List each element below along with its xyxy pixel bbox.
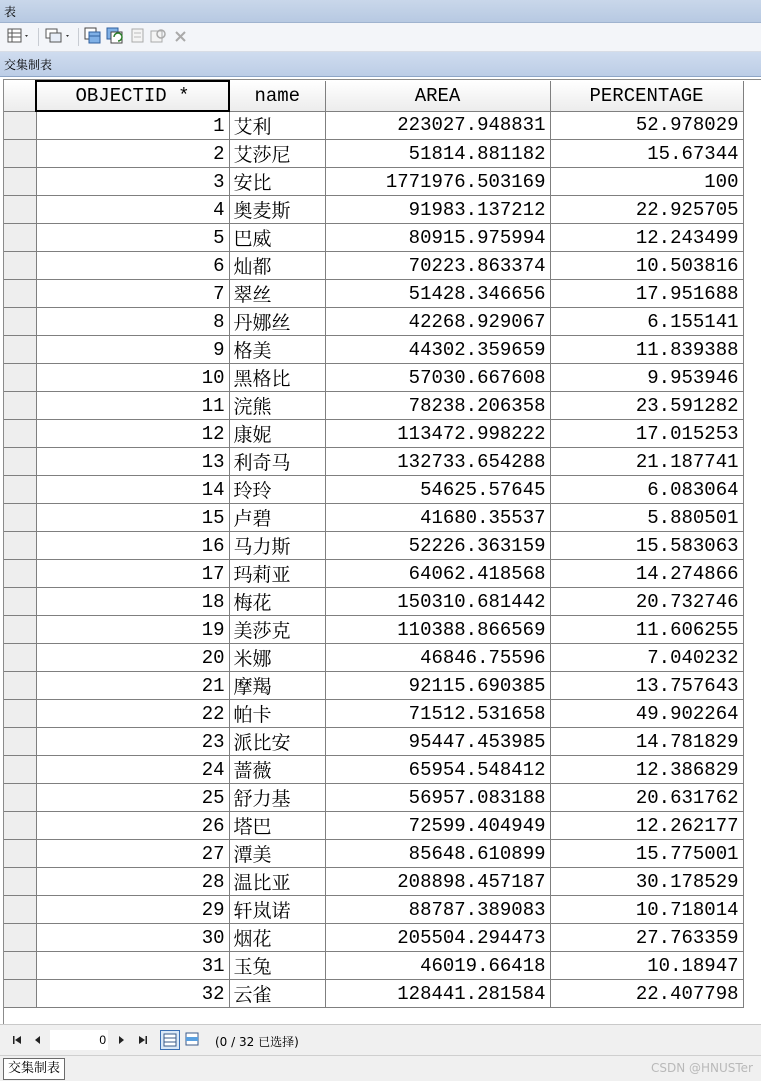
row-selector[interactable] [4,140,36,168]
cell-objectid[interactable]: 22 [36,700,229,728]
cell-area[interactable]: 56957.083188 [325,784,550,812]
row-selector[interactable] [4,420,36,448]
select-by-attributes-icon [84,27,102,45]
cell-objectid[interactable]: 13 [36,448,229,476]
cell-area[interactable]: 208898.457187 [325,868,550,896]
cell-name[interactable]: 艾莎尼 [229,140,325,168]
cell-name[interactable]: 利奇马 [229,448,325,476]
row-selector[interactable] [4,840,36,868]
table-row[interactable] [4,476,743,504]
cell-percentage[interactable]: 15.775001 [550,840,743,868]
cell-area[interactable]: 92115.690385 [325,672,550,700]
selection-count-text: (0 / 32 已选择) [215,1035,299,1049]
cell-objectid[interactable]: 19 [36,616,229,644]
window-title: 表 [4,5,17,19]
cell-name[interactable]: 艾利 [229,111,325,140]
cell-objectid[interactable]: 25 [36,784,229,812]
cell-area[interactable]: 80915.975994 [325,224,550,252]
row-selector[interactable] [4,784,36,812]
cell-area[interactable]: 91983.137212 [325,196,550,224]
cell-area[interactable]: 65954.548412 [325,756,550,784]
cell-name[interactable]: 塔巴 [229,812,325,840]
cell-objectid[interactable]: 12 [36,420,229,448]
row-selector[interactable] [4,224,36,252]
table-row[interactable] [4,728,743,756]
current-record-input[interactable]: 0 [50,1030,108,1050]
switch-selection-icon [106,27,124,45]
cell-objectid[interactable]: 11 [36,392,229,420]
cell-name[interactable]: 格美 [229,336,325,364]
table-row[interactable] [4,812,743,840]
row-selector[interactable] [4,504,36,532]
clear-selection-button[interactable] [130,27,146,45]
column-header-area[interactable]: AREA [325,81,550,111]
cell-objectid[interactable]: 21 [36,672,229,700]
table-row[interactable] [4,168,743,196]
table-row[interactable] [4,980,743,1008]
cell-percentage[interactable]: 12.386829 [550,756,743,784]
cell-name[interactable]: 舒力基 [229,784,325,812]
cell-objectid[interactable]: 2 [36,140,229,168]
cell-name[interactable]: 浣熊 [229,392,325,420]
table-row[interactable] [4,644,743,672]
attribute-table-grid[interactable] [3,79,761,1025]
cell-percentage[interactable]: 23.591282 [550,392,743,420]
row-selector[interactable] [4,280,36,308]
cell-objectid[interactable]: 4 [36,196,229,224]
row-selector[interactable] [4,728,36,756]
cell-name[interactable]: 玉兔 [229,952,325,980]
previous-record-icon [33,1035,43,1045]
cell-area[interactable]: 46846.75596 [325,644,550,672]
table-row[interactable] [4,868,743,896]
cell-name[interactable]: 潭美 [229,840,325,868]
row-selector[interactable] [4,392,36,420]
table-row[interactable] [4,504,743,532]
cell-percentage[interactable]: 12.243499 [550,224,743,252]
cell-objectid[interactable]: 9 [36,336,229,364]
row-selector[interactable] [4,952,36,980]
cell-percentage[interactable]: 22.925705 [550,196,743,224]
table-row[interactable] [4,560,743,588]
cell-name[interactable]: 米娜 [229,644,325,672]
cell-percentage[interactable]: 30.178529 [550,868,743,896]
first-record-button[interactable] [10,1033,24,1047]
cell-objectid[interactable]: 30 [36,924,229,952]
clear-selection-icon [130,27,146,45]
cell-area[interactable]: 46019.66418 [325,952,550,980]
cell-percentage[interactable]: 21.187741 [550,448,743,476]
show-all-records-icon [161,1031,179,1049]
cell-objectid[interactable]: 24 [36,756,229,784]
cell-name[interactable]: 烟花 [229,924,325,952]
table-row[interactable] [4,336,743,364]
cell-objectid[interactable]: 28 [36,868,229,896]
cell-area[interactable]: 132733.654288 [325,448,550,476]
table-row[interactable] [4,588,743,616]
cell-area[interactable]: 51814.881182 [325,140,550,168]
cell-percentage[interactable]: 100 [550,168,743,196]
cell-name[interactable]: 黑格比 [229,364,325,392]
cell-percentage[interactable]: 20.631762 [550,784,743,812]
next-record-button[interactable] [114,1033,128,1047]
table-tab-strip [0,52,761,77]
cell-name[interactable]: 温比亚 [229,868,325,896]
watermark-text: CSDN @HNUSTer [650,1061,753,1075]
table-row[interactable] [4,224,743,252]
table-header-row [4,81,743,111]
cell-name[interactable]: 玛莉亚 [229,560,325,588]
table-row[interactable] [4,392,743,420]
cell-percentage[interactable]: 22.407798 [550,980,743,1008]
table-row[interactable] [4,196,743,224]
table-row[interactable] [4,420,743,448]
cell-objectid[interactable]: 26 [36,812,229,840]
cell-area[interactable]: 41680.35537 [325,504,550,532]
table-row[interactable] [4,448,743,476]
cell-area[interactable]: 42268.929067 [325,308,550,336]
row-selector[interactable] [4,364,36,392]
table-row[interactable] [4,756,743,784]
cell-area[interactable]: 70223.863374 [325,252,550,280]
cell-objectid[interactable]: 16 [36,532,229,560]
cell-area[interactable]: 71512.531658 [325,700,550,728]
cell-area[interactable]: 52226.363159 [325,532,550,560]
table-row[interactable] [4,896,743,924]
cell-objectid[interactable]: 8 [36,308,229,336]
cell-area[interactable]: 128441.281584 [325,980,550,1008]
zoom-to-selected-icon [150,27,168,45]
cell-name[interactable]: 云雀 [229,980,325,1008]
cell-percentage[interactable]: 7.040232 [550,644,743,672]
row-selector[interactable] [4,812,36,840]
cell-name[interactable]: 灿都 [229,252,325,280]
show-selected-records-button[interactable] [183,1030,203,1050]
cell-name[interactable]: 巴威 [229,224,325,252]
last-record-button[interactable] [136,1033,150,1047]
column-header-objectid[interactable]: OBJECTID * [36,81,229,111]
row-selector[interactable] [4,588,36,616]
table-row[interactable] [4,252,743,280]
show-selected-records-icon [183,1030,201,1048]
delete-selected-icon [174,27,188,45]
table-row[interactable] [4,672,743,700]
bottom-table-tab[interactable]: 交集制表 [3,1058,65,1080]
row-selector[interactable] [4,532,36,560]
cell-percentage[interactable]: 6.155141 [550,308,743,336]
cell-area[interactable]: 1771976.503169 [325,168,550,196]
cell-percentage[interactable]: 11.839388 [550,336,743,364]
cell-name[interactable]: 安比 [229,168,325,196]
cell-area[interactable]: 110388.866569 [325,616,550,644]
cell-name[interactable]: 帕卡 [229,700,325,728]
related-tables-button[interactable] [44,27,74,45]
delete-selected-button[interactable] [174,27,188,45]
cell-area[interactable]: 51428.346656 [325,280,550,308]
table-row[interactable] [4,111,743,140]
cell-percentage[interactable]: 20.732746 [550,588,743,616]
cell-percentage[interactable]: 10.18947 [550,952,743,980]
row-selector[interactable] [4,868,36,896]
cell-objectid[interactable]: 23 [36,728,229,756]
cell-name[interactable]: 奥麦斯 [229,196,325,224]
row-selector[interactable] [4,336,36,364]
cell-name[interactable]: 卢碧 [229,504,325,532]
cell-percentage[interactable]: 14.781829 [550,728,743,756]
cell-area[interactable]: 205504.294473 [325,924,550,952]
cell-percentage[interactable]: 15.67344 [550,140,743,168]
row-selector[interactable] [4,644,36,672]
table-row[interactable] [4,700,743,728]
cell-area[interactable]: 150310.681442 [325,588,550,616]
window-titlebar [0,0,761,23]
cell-name[interactable]: 摩羯 [229,672,325,700]
cell-objectid[interactable]: 17 [36,560,229,588]
table-row[interactable] [4,924,743,952]
switch-selection-button[interactable] [106,27,124,45]
row-selector[interactable] [4,560,36,588]
cell-area[interactable]: 78238.206358 [325,392,550,420]
table-row[interactable] [4,840,743,868]
cell-area[interactable]: 57030.667608 [325,364,550,392]
row-selector[interactable] [4,924,36,952]
previous-record-button[interactable] [31,1033,45,1047]
table-row[interactable] [4,280,743,308]
row-selector[interactable] [4,196,36,224]
cell-name[interactable]: 丹娜丝 [229,308,325,336]
select-all-corner[interactable] [4,81,36,111]
first-record-icon [11,1035,23,1045]
cell-name[interactable]: 马力斯 [229,532,325,560]
cell-objectid[interactable]: 5 [36,224,229,252]
cell-percentage[interactable]: 12.262177 [550,812,743,840]
cell-objectid[interactable]: 1 [36,111,229,140]
cell-area[interactable]: 85648.610899 [325,840,550,868]
cell-name[interactable]: 美莎克 [229,616,325,644]
zoom-to-selected-button[interactable] [150,27,168,45]
cell-percentage[interactable]: 17.015253 [550,420,743,448]
row-selector[interactable] [4,308,36,336]
cell-percentage[interactable]: 52.978029 [550,111,743,140]
row-selector[interactable] [4,896,36,924]
table-tab-title[interactable]: 交集制表 [4,58,53,72]
cell-area[interactable]: 113472.998222 [325,420,550,448]
cell-percentage[interactable]: 17.951688 [550,280,743,308]
cell-percentage[interactable]: 11.606255 [550,616,743,644]
row-selector[interactable] [4,700,36,728]
cell-area[interactable]: 95447.453985 [325,728,550,756]
cell-area[interactable]: 223027.948831 [325,111,550,140]
column-header-percentage[interactable]: PERCENTAGE [550,81,743,111]
table-row[interactable] [4,140,743,168]
cell-objectid[interactable]: 3 [36,168,229,196]
cell-percentage[interactable]: 5.880501 [550,504,743,532]
cell-percentage[interactable]: 15.583063 [550,532,743,560]
cell-percentage[interactable]: 27.763359 [550,924,743,952]
cell-area[interactable]: 72599.404949 [325,812,550,840]
bottom-tab-bar [0,1055,761,1081]
table-row[interactable] [4,308,743,336]
table-toolbar [0,23,761,52]
table-row[interactable] [4,532,743,560]
table-status-bar [0,1024,761,1055]
related-tables-icon [44,27,74,45]
table-options-icon [6,27,32,45]
cell-objectid[interactable]: 18 [36,588,229,616]
cell-percentage[interactable]: 13.757643 [550,672,743,700]
cell-objectid[interactable]: 14 [36,476,229,504]
row-selector[interactable] [4,252,36,280]
cell-objectid[interactable]: 32 [36,980,229,1008]
table-row[interactable] [4,784,743,812]
show-all-records-button[interactable] [160,1030,180,1050]
row-selector[interactable] [4,111,36,140]
cell-area[interactable]: 88787.389083 [325,896,550,924]
cell-percentage[interactable]: 49.902264 [550,700,743,728]
cell-name[interactable]: 梅花 [229,588,325,616]
last-record-icon [137,1035,149,1045]
cell-area[interactable]: 54625.57645 [325,476,550,504]
cell-objectid[interactable]: 20 [36,644,229,672]
attribute-table [4,80,744,1008]
cell-name[interactable]: 轩岚诺 [229,896,325,924]
table-row[interactable] [4,952,743,980]
cell-name[interactable]: 玲玲 [229,476,325,504]
table-options-button[interactable] [6,27,32,45]
row-selector[interactable] [4,448,36,476]
cell-name[interactable]: 翠丝 [229,280,325,308]
cell-objectid[interactable]: 27 [36,840,229,868]
cell-objectid[interactable]: 29 [36,896,229,924]
next-record-icon [116,1035,126,1045]
cell-objectid[interactable]: 31 [36,952,229,980]
row-selector[interactable] [4,476,36,504]
cell-objectid[interactable]: 7 [36,280,229,308]
row-selector[interactable] [4,980,36,1008]
row-selector[interactable] [4,756,36,784]
cell-area[interactable]: 44302.359659 [325,336,550,364]
table-row[interactable] [4,616,743,644]
cell-objectid[interactable]: 10 [36,364,229,392]
table-row[interactable] [4,364,743,392]
cell-name[interactable]: 派比安 [229,728,325,756]
cell-percentage[interactable]: 6.083064 [550,476,743,504]
row-selector[interactable] [4,168,36,196]
cell-percentage[interactable]: 9.953946 [550,364,743,392]
cell-objectid[interactable]: 15 [36,504,229,532]
column-header-name[interactable]: name [229,81,325,111]
cell-name[interactable]: 康妮 [229,420,325,448]
row-selector[interactable] [4,672,36,700]
cell-objectid[interactable]: 6 [36,252,229,280]
row-selector[interactable] [4,616,36,644]
cell-area[interactable]: 64062.418568 [325,560,550,588]
cell-name[interactable]: 蔷薇 [229,756,325,784]
cell-percentage[interactable]: 10.503816 [550,252,743,280]
select-by-attributes-button[interactable] [84,27,102,45]
cell-percentage[interactable]: 10.718014 [550,896,743,924]
cell-percentage[interactable]: 14.274866 [550,560,743,588]
